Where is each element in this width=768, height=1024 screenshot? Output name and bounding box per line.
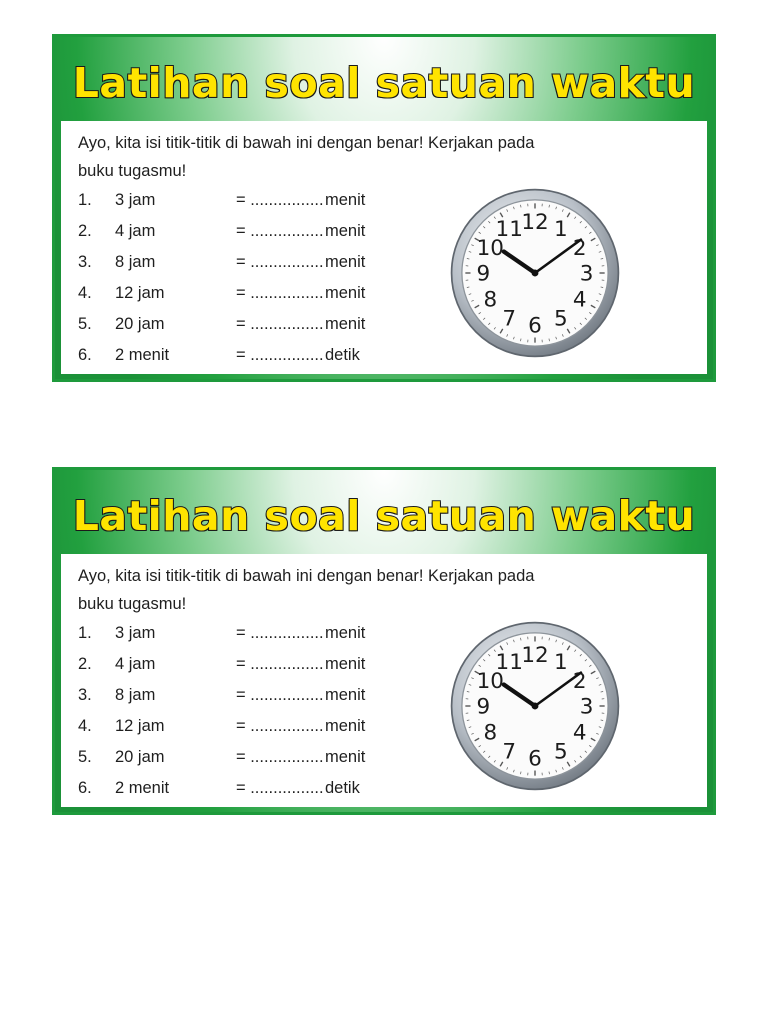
worksheet-title: Latihan soal satuan waktu	[72, 492, 696, 540]
question-unit: menit	[325, 284, 366, 302]
question-unit: menit	[325, 717, 366, 735]
question-number: 1.	[78, 624, 92, 642]
question-number: 5.	[78, 315, 92, 333]
clock-numeral: 7	[502, 306, 517, 332]
answer-blank: = ................	[236, 346, 324, 364]
instructions-line-1: Ayo, kita isi titik-titik di bawah ini dengan benar! Kerjakan pada	[78, 134, 535, 152]
clock-numeral: 11	[495, 650, 523, 676]
worksheet-panel	[61, 554, 707, 807]
clock-numeral: 8	[483, 720, 498, 746]
instructions-line-2: buku tugasmu!	[78, 595, 187, 613]
answer-blank: = ................	[236, 748, 324, 766]
question-unit: detik	[325, 779, 360, 797]
clock-numeral: 4	[572, 720, 587, 746]
clock-numeral: 2	[572, 235, 587, 261]
question-quantity: 8 jam	[115, 253, 156, 271]
clock-numeral: 6	[528, 313, 542, 339]
clock-numeral: 5	[553, 739, 568, 765]
answer-blank: = ................	[236, 222, 324, 240]
question-quantity: 3 jam	[115, 624, 156, 642]
question-unit: menit	[325, 222, 366, 240]
question-unit: menit	[325, 748, 366, 766]
question-unit: menit	[325, 191, 366, 209]
question-unit: menit	[325, 655, 366, 673]
wall-clock-icon	[449, 187, 621, 359]
answer-blank: = ................	[236, 779, 324, 797]
answer-blank: = ................	[236, 284, 324, 302]
question-unit: detik	[325, 346, 360, 364]
wall-clock-icon	[449, 620, 621, 792]
question-quantity: 4 jam	[115, 655, 156, 673]
question-unit: menit	[325, 686, 366, 704]
answer-blank: = ................	[236, 253, 324, 271]
clock-numeral: 11	[495, 217, 523, 243]
question-unit: menit	[325, 253, 366, 271]
question-quantity: 20 jam	[115, 748, 165, 766]
worksheet-card-1	[52, 34, 716, 382]
question-quantity: 12 jam	[115, 284, 165, 302]
worksheet-title: Latihan soal satuan waktu	[72, 59, 696, 107]
clock-numeral: 3	[579, 261, 594, 287]
clock-numeral: 4	[572, 287, 587, 313]
clock-numeral: 3	[579, 694, 594, 720]
clock-hub	[532, 270, 539, 277]
clock-numeral: 1	[553, 217, 568, 243]
question-quantity: 4 jam	[115, 222, 156, 240]
answer-blank: = ................	[236, 315, 324, 333]
clock-numeral: 10	[476, 235, 504, 261]
question-quantity: 2 menit	[115, 779, 170, 797]
clock-numeral: 2	[572, 668, 587, 694]
answer-blank: = ................	[236, 717, 324, 735]
clock-numeral: 5	[553, 306, 568, 332]
question-quantity: 20 jam	[115, 315, 165, 333]
instructions-line-1: Ayo, kita isi titik-titik di bawah ini dengan benar! Kerjakan pada	[78, 567, 535, 585]
clock-numeral: 8	[483, 287, 498, 313]
clock-numeral: 9	[476, 261, 491, 287]
clock-numeral: 12	[521, 210, 549, 236]
clock-numeral: 1	[553, 650, 568, 676]
answer-blank: = ................	[236, 191, 324, 209]
clock-numeral: 12	[521, 643, 549, 669]
question-quantity: 3 jam	[115, 191, 156, 209]
answer-blank: = ................	[236, 686, 324, 704]
clock-numeral: 7	[502, 739, 517, 765]
clock-hub	[532, 703, 539, 710]
clock-numeral: 9	[476, 694, 491, 720]
question-number: 6.	[78, 779, 92, 797]
clock-numeral: 6	[528, 746, 542, 772]
question-quantity: 12 jam	[115, 717, 165, 735]
question-quantity: 2 menit	[115, 346, 170, 364]
question-number: 4.	[78, 717, 92, 735]
instructions	[78, 562, 658, 618]
question-number: 2.	[78, 222, 92, 240]
question-number: 3.	[78, 253, 92, 271]
question-number: 4.	[78, 284, 92, 302]
instructions-line-2: buku tugasmu!	[78, 162, 187, 180]
question-number: 1.	[78, 191, 92, 209]
question-number: 5.	[78, 748, 92, 766]
instructions	[78, 129, 658, 185]
worksheet-card-2	[52, 467, 716, 815]
question-unit: menit	[325, 624, 366, 642]
question-unit: menit	[325, 315, 366, 333]
answer-blank: = ................	[236, 655, 324, 673]
question-number: 6.	[78, 346, 92, 364]
question-number: 2.	[78, 655, 92, 673]
answer-blank: = ................	[236, 624, 324, 642]
question-number: 3.	[78, 686, 92, 704]
clock-numeral: 10	[476, 668, 504, 694]
worksheet-panel	[61, 121, 707, 374]
question-quantity: 8 jam	[115, 686, 156, 704]
